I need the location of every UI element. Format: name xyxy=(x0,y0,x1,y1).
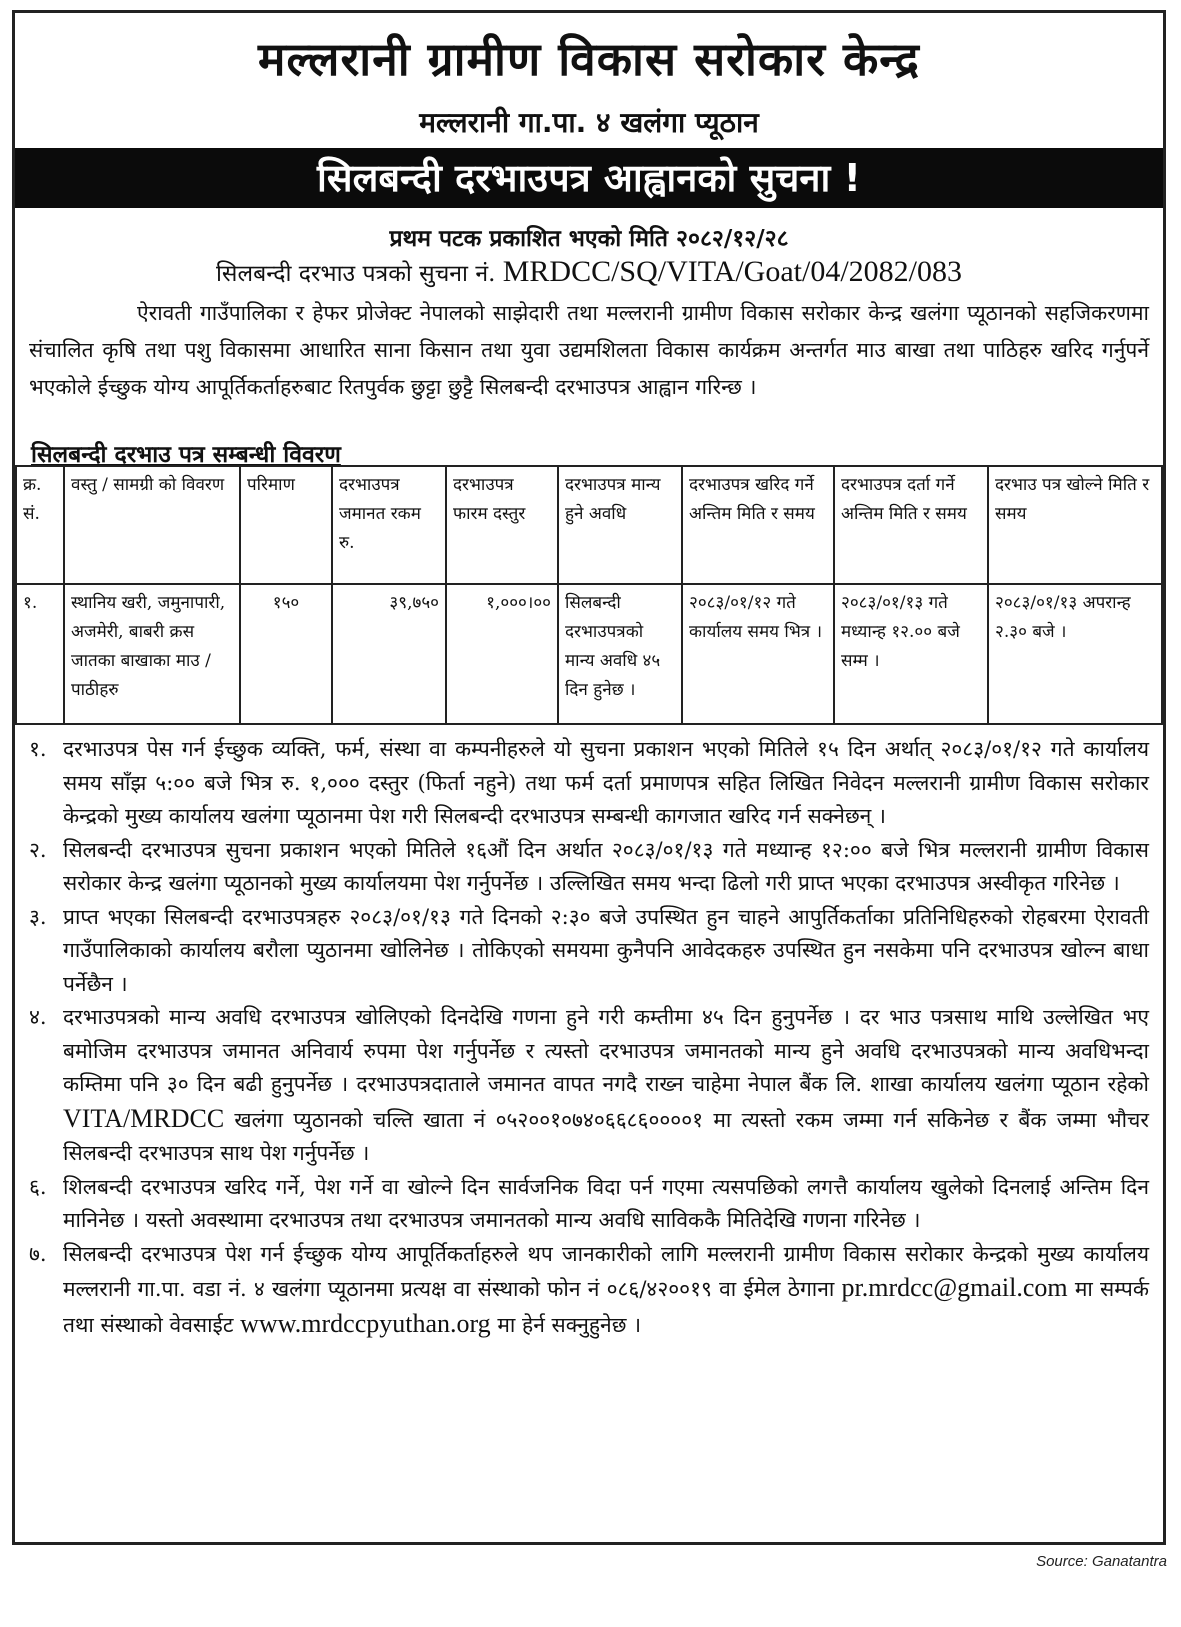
website-link[interactable]: www.mrdccpyuthan.org xyxy=(240,1308,491,1338)
notice-frame xyxy=(12,10,1166,1545)
terms-list xyxy=(29,733,1149,1342)
col-header-form-fee: दरभाउपत्र फारम दस्तुर xyxy=(446,466,558,584)
cell-opening-date: २०८३/०१/१३ अपरान्ह २.३० बजे । xyxy=(988,584,1162,724)
account-name: VITA/MRDCC xyxy=(63,1103,225,1133)
term-item xyxy=(29,1001,1149,1171)
source-credit: Source: Ganatantra xyxy=(1036,1553,1167,1570)
term-text-part: खलंगा प्युठानको चल्ति खाता नं ०५२००१०७४०६६८६००००१ मा त्यस्तो रकम जम्मा गर्न सकिनेछ र बैंक जम्मा भौचर सिलबन्दी दरभाउपत्र साथ पेश गर्नुपर्नेछ । xyxy=(63,1107,1149,1165)
term-item xyxy=(29,1171,1149,1238)
cell-sn: १. xyxy=(16,584,64,724)
term-text: प्राप्त भएका सिलबन्दी दरभाउपत्रहरु २०८३/०१/१३ गते दिनको २:३० बजे उपस्थित हुन चाहने आपुर्तिकर्ताका प्रतिनिधिहरुको रोहबरमा ऐरावती गाउँपालिकाको कार्यालय बरौला प्युठानमा खोलिनेछ । तोकिएको समयमा कुनैपनि आवेदकहरु उपस्थित हुन नसकेमा पनि दरभाउपत्र खोल्न बाधा पर्नेछैन । xyxy=(63,904,1149,996)
col-header-item: वस्तु / सामग्री को विवरण xyxy=(64,466,240,584)
term-text xyxy=(63,1238,1149,1343)
notice-number-label: सिलबन्दी दरभाउ पत्रको सुचना नं. xyxy=(215,261,496,287)
term-text-part: मा हेर्न सक्नुहुनेछ । xyxy=(497,1312,642,1337)
term-text-part: दरभाउपत्रको मान्य अवधि दरभाउपत्र खोलिएको दिनदेखि गणना हुने गरी कम्तीमा ४५ दिन हुनुपर्नेछ । दर भाउ पत्रसाथ माथि उल्लेखित भए बमोजिम दरभाउपत्र जमानत अनिवार्य रुपमा पेश गर्नुपर्नेछ र त्यस्तो दरभाउपत्र जमानतको मान्य हुने अवधि दरभाउपत्रको मान्य अवधिभन्दा कम्तिमा पनि ३० दिन बढी हुनुपर्नेछ । दरभाउपत्रदाताले जमानत वापत नगदै राख्न चाहेमा नेपाल बैंक लि. शाखा कार्यालय खलंगा प्यूठान रहेको xyxy=(63,1005,1149,1096)
contact-email-link[interactable]: pr.mrdcc@gmail.com xyxy=(841,1273,1068,1302)
col-header-sn: क्र. सं. xyxy=(16,466,64,584)
term-number: १. xyxy=(29,737,47,761)
term-number: ६. xyxy=(29,1174,47,1199)
table-row xyxy=(16,584,1162,724)
table-header-row xyxy=(16,466,1162,584)
cell-form-fee: १,०००।०० xyxy=(446,584,558,724)
col-header-submission-deadline: दरभाउपत्र दर्ता गर्ने अन्तिम मिति र समय xyxy=(834,466,988,584)
col-header-bid-security: दरभाउपत्र जमानत रकम रु. xyxy=(332,466,446,584)
term-number: ३. xyxy=(29,904,47,929)
intro-paragraph: ऐरावती गाउँपालिका र हेफर प्रोजेक्ट नेपालको साझेदारी तथा मल्लरानी ग्रामीण विकास सरोकार केन्द्र खलंगा प्यूठानको सहजिकरणमा संचालित कृषि तथा पशु विकासमा आधारित साना किसान तथा युवा उद्यमशिलता विकास कार्यक्रम अन्तर्गत माउ बाखा तथा पाठिहरु खरिद गर्नुपर्ने भएकोले ईच्छुक योग्य आपूर्तिकर्ताहरुबाट रितपुर्वक छुट्टा छुट्टै सिलबन्दी दरभाउपत्र आह्वान गरिन्छ । xyxy=(29,301,1149,399)
term-text: शिलबन्दी दरभाउपत्र खरिद गर्ने, पेश गर्ने वा खोल्ने दिन सार्वजनिक विदा पर्न गएमा त्यसपछिको लगत्तै कार्यालय खुलेको दिनलाई अन्तिम दिन मानिनेछ । यस्तो अवस्थामा दरभाउपत्र तथा दरभाउपत्र जमानतको मान्य अवधि साविककै मितिदेखि गणना गरिनेछ । xyxy=(63,1174,1149,1232)
term-item xyxy=(29,733,1149,834)
cell-submission-deadline: २०८३/०१/१३ गते मध्यान्ह १२.०० बजे सम्म । xyxy=(834,584,988,724)
term-item xyxy=(29,834,1149,901)
cell-item: स्थानिय खरी, जमुनापारी, अजमेरी, बाबरी क्रस जातका बाखाका माउ / पाठीहरु xyxy=(64,584,240,724)
notice-number xyxy=(15,255,1163,289)
cell-quantity: १५० xyxy=(240,584,332,724)
term-number: २. xyxy=(29,837,47,862)
term-text: दरभाउपत्र पेस गर्न ईच्छुक व्यक्ति, फर्म, संस्था वा कम्पनीहरुले यो सुचना प्रकाशन भएको मितिले १५ दिन अर्थात् २०८३/०१/१२ गते कार्यालय समय साँझ ५:०० बजे भित्र रु. १,००० दस्तुर (फिर्ता नहुने) तथा फर्म दर्ता प्रमाणपत्र सहित लिखित निवेदन मल्लरानी ग्रामीण विकास सरोकार केन्द्रको मुख्य कार्यालय खलंगा प्यूठानमा पेश गरी सिलबन्दी दरभाउपत्र सम्बन्धी कागजात खरिद गर्न सक्नेछन् । xyxy=(63,737,1149,828)
col-header-opening-date: दरभाउ पत्र खोल्ने मिति र समय xyxy=(988,466,1162,584)
col-header-validity: दरभाउपत्र मान्य हुने अवधि xyxy=(558,466,682,584)
cell-validity: सिलबन्दी दरभाउपत्रको मान्य अवधि ४५ दिन हुनेछ । xyxy=(558,584,682,724)
notice-banner: सिलबन्दी दरभाउपत्र आह्वानको सुचना ! xyxy=(15,148,1163,208)
term-item xyxy=(29,1238,1149,1343)
bid-details-table xyxy=(15,465,1163,725)
term-text xyxy=(63,1001,1149,1171)
organization-title: मल्लरानी ग्रामीण विकास सरोकार केन्द्र xyxy=(258,32,920,86)
publication-date: प्रथम पटक प्रकाशित भएको मिति २०८२/१२/२८ xyxy=(389,225,789,252)
col-header-purchase-deadline: दरभाउपत्र खरिद गर्ने अन्तिम मिति र समय xyxy=(682,466,834,584)
cell-bid-security: ३९,७५० xyxy=(332,584,446,724)
term-text-part: सिलबन्दी दरभाउपत्र पेश गर्न ईच्छुक योग्य आपूर्तिकर्ताहरुले थप जानकारीको लागि मल्लरानी ग्रामीण विकास सरोकार केन्द्रको मुख्य कार्यालय मल्लरानी गा.पा. वडा नं. ४ खलंगा प्यूठानमा प्रत्यक्ष वा संस्थाको फोन नं ०८६/४२००१९ वा ईमेल ठेगाना xyxy=(63,1241,1149,1301)
col-header-quantity: परिमाण xyxy=(240,466,332,584)
term-number: ७. xyxy=(29,1241,47,1266)
term-text-part: मा सम्पर्क तथा संस्थाको वेवसाईट xyxy=(63,1277,1149,1337)
term-item xyxy=(29,901,1149,1002)
section-heading: सिलबन्दी दरभाउ पत्र सम्बन्धी विवरण xyxy=(31,441,341,468)
term-text: सिलबन्दी दरभाउपत्र सुचना प्रकाशन भएको मितिले १६औं दिन अर्थात २०८३/०१/१३ गते मध्यान्ह १२:०० बजे भित्र मल्लरानी ग्रामीण विकास सरोकार केन्द्र खलंगा प्यूठानको मुख्य कार्यालयमा पेश गर्नुपर्नेछ । उल्लिखित समय भन्दा ढिलो गरी प्राप्त भएका दरभाउपत्र अस्वीकृत गरिनेछ । xyxy=(63,837,1149,895)
term-number: ४. xyxy=(29,1005,47,1029)
organization-address: मल्लरानी गा.पा. ४ खलंगा प्यूठान xyxy=(419,106,759,139)
notice-code: MRDCC/SQ/VITA/Goat/04/2082/083 xyxy=(502,255,963,288)
cell-purchase-deadline: २०८३/०१/१२ गते कार्यालय समय भित्र । xyxy=(682,584,834,724)
